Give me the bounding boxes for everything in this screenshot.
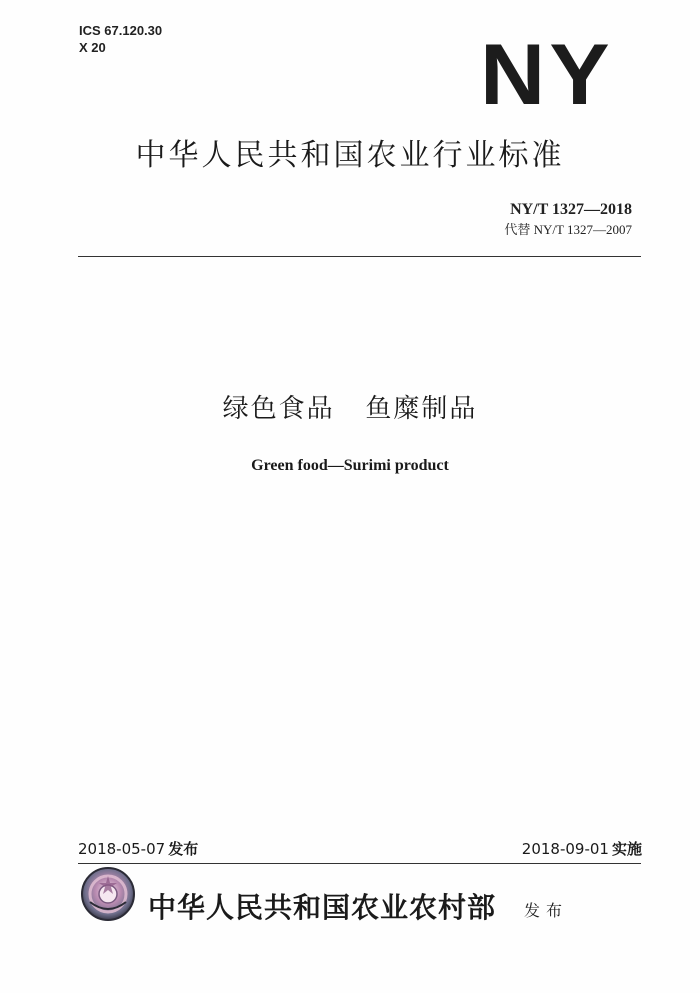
document-title-en: Green food—Surimi product [251, 457, 449, 474]
classification-codes [79, 22, 162, 56]
top-divider [78, 256, 641, 257]
bottom-divider [78, 863, 641, 864]
publisher-name: 中华人民共和国农业农村部 [148, 891, 497, 924]
ics-code: ICS 67.120.30 [79, 23, 163, 38]
issue-date: 2018-05-07 [78, 840, 166, 858]
standard-category-title: 中华人民共和国农业行业标准 [135, 138, 565, 173]
standard-code-block [504, 199, 632, 239]
standard-code: NY/T 1327—2018 [510, 201, 632, 218]
replaced-standard: 代替 NY/T 1327—2007 [504, 222, 632, 237]
ccs-code: X 20 [79, 40, 106, 55]
implement-date: 2018-09-01 [521, 840, 609, 858]
national-emblem-icon [80, 866, 136, 922]
document-title-zh: 绿色食品 鱼糜制品 [222, 394, 478, 424]
implement-date-block [522, 838, 642, 860]
issue-label: 发布 [168, 840, 199, 858]
publisher-issue-label: 发布 [524, 901, 569, 920]
implement-label: 实施 [611, 840, 642, 858]
issue-date-block [78, 838, 198, 860]
ny-logo: NY [480, 27, 614, 123]
